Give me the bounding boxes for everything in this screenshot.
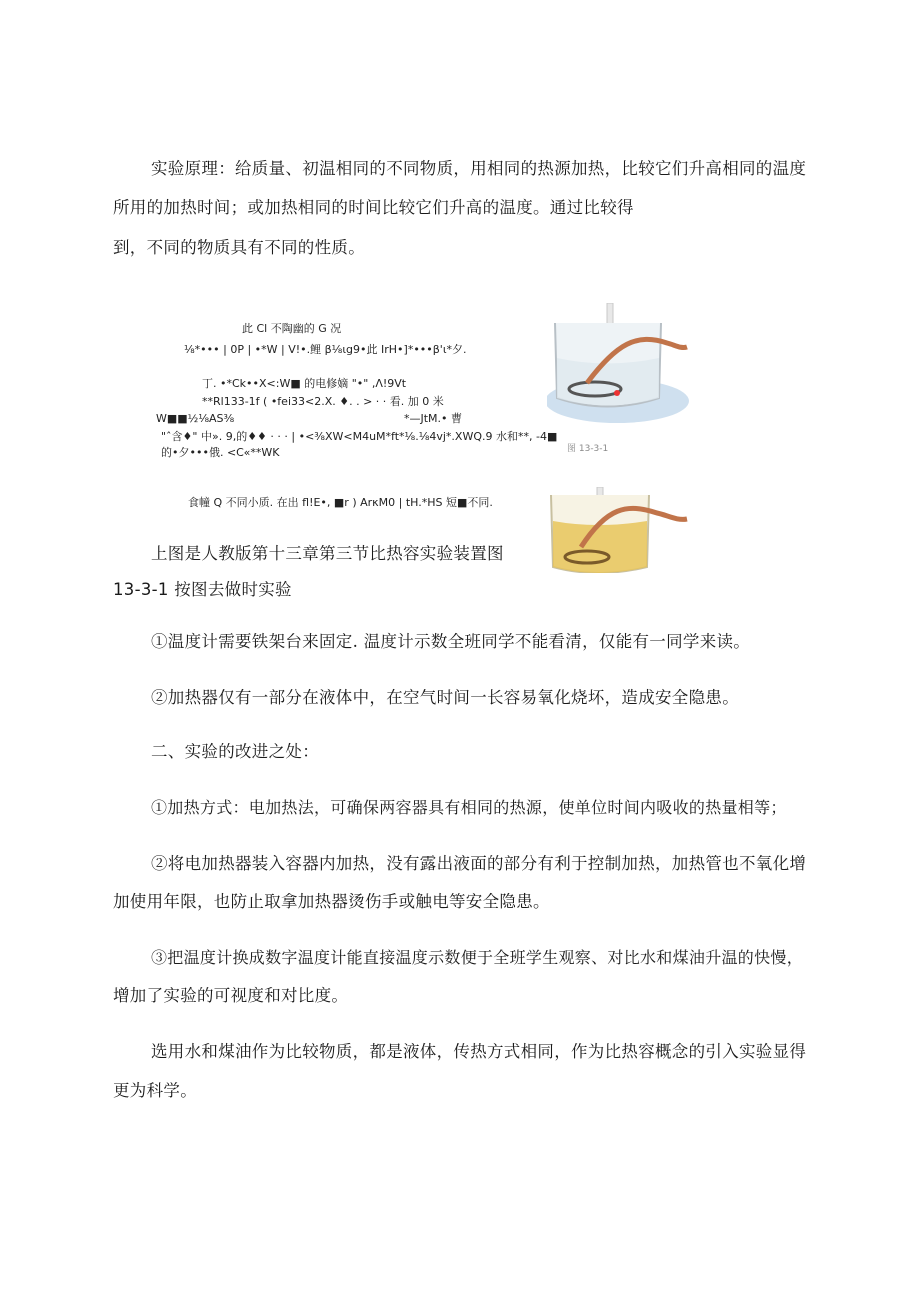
improvement-3-line-2: 增加了实验的可视度和对比度。 <box>113 986 349 1005</box>
garbled-line: ⅛*••• | 0P | •*W | V!•.鲤 β⅛ιg9•此 IrH•]*•••β'ι*夕. <box>184 343 467 356</box>
principle-line-1: 实验原理：给质量、初温相同的不同物质，用相同的热源加热，比较它们升高相同的温度 <box>151 159 807 178</box>
garbled-line: 食幢 Q 不同小质. 在出 fl!E•, ■r ) ArκM0 | tH.*HS 短■不同. <box>188 496 493 509</box>
garbled-line: 丁. •*Ck••X<:W■ 的电修嫡 "•" ,Λ!9Vt <box>202 377 407 390</box>
garbled-line: 此 Cl 不陶幽的 G 况 <box>242 322 342 335</box>
garbled-line: "ˆ含♦" 中». 9,的♦♦ · · · | •<⅜XW<M4uM*ft*⅛.⅛4vj*.XWQ.9 水和**, -4■ <box>161 430 558 443</box>
principle-line-3: 到，不同的物质具有不同的性质。 <box>113 238 365 257</box>
improvement-2-line-1: ②将电加热器装入容器内加热，没有露出液面的部分有利于控制加热，加热管也不氧化增 <box>151 854 807 873</box>
figure-description-line-2: 13-3-1 按图去做时实验 <box>113 580 292 599</box>
garbled-line: *—JtM.• 曹 <box>404 412 463 425</box>
conclusion-line-2: 更为科学。 <box>113 1081 197 1100</box>
garbled-line: **Rl133-1f ( •fei33<2.X. ♦. . > · · 看. 加 0 米 <box>202 395 444 408</box>
beaker-water-image <box>547 303 697 433</box>
problem-2: ②加热器仅有一部分在液体中，在空气时间一长容易氧化烧坏，造成安全隐患。 <box>151 688 739 707</box>
garbled-line: 的•夕•••俄. <C«**WK <box>161 446 280 459</box>
beaker-kerosene-image <box>547 487 697 573</box>
section-heading: 二、实验的改进之处： <box>151 742 319 761</box>
improvement-2-line-2: 加使用年限，也防止取拿加热器烫伤手或触电等安全隐患。 <box>113 892 550 911</box>
improvement-1: ①加热方式：电加热法，可确保两容器具有相同的热源，使单位时间内吸收的热量相等； <box>151 798 787 817</box>
principle-line-2: 所用的加热时间；或加热相同的时间比较它们升高的温度。通过比较得 <box>113 198 634 217</box>
garbled-line: W■■½⅛AS⅜ <box>156 412 235 425</box>
figure-caption-tag: 图 13-3-1 <box>567 444 609 454</box>
problem-1: ①温度计需要铁架台来固定. 温度计示数全班同学不能看清，仅能有一同学来读。 <box>151 632 751 651</box>
improvement-3-line-1: ③把温度计换成数字温度计能直接温度示数便于全班学生观察、对比水和煤油升温的快慢， <box>151 948 804 967</box>
figure-description-line-1: 上图是人教版第十三章第三节比热容实验装置图 <box>151 544 504 563</box>
conclusion-line-1: 选用水和煤油作为比较物质，都是液体，传热方式相同，作为比热容概念的引入实验显得 <box>151 1042 807 1061</box>
